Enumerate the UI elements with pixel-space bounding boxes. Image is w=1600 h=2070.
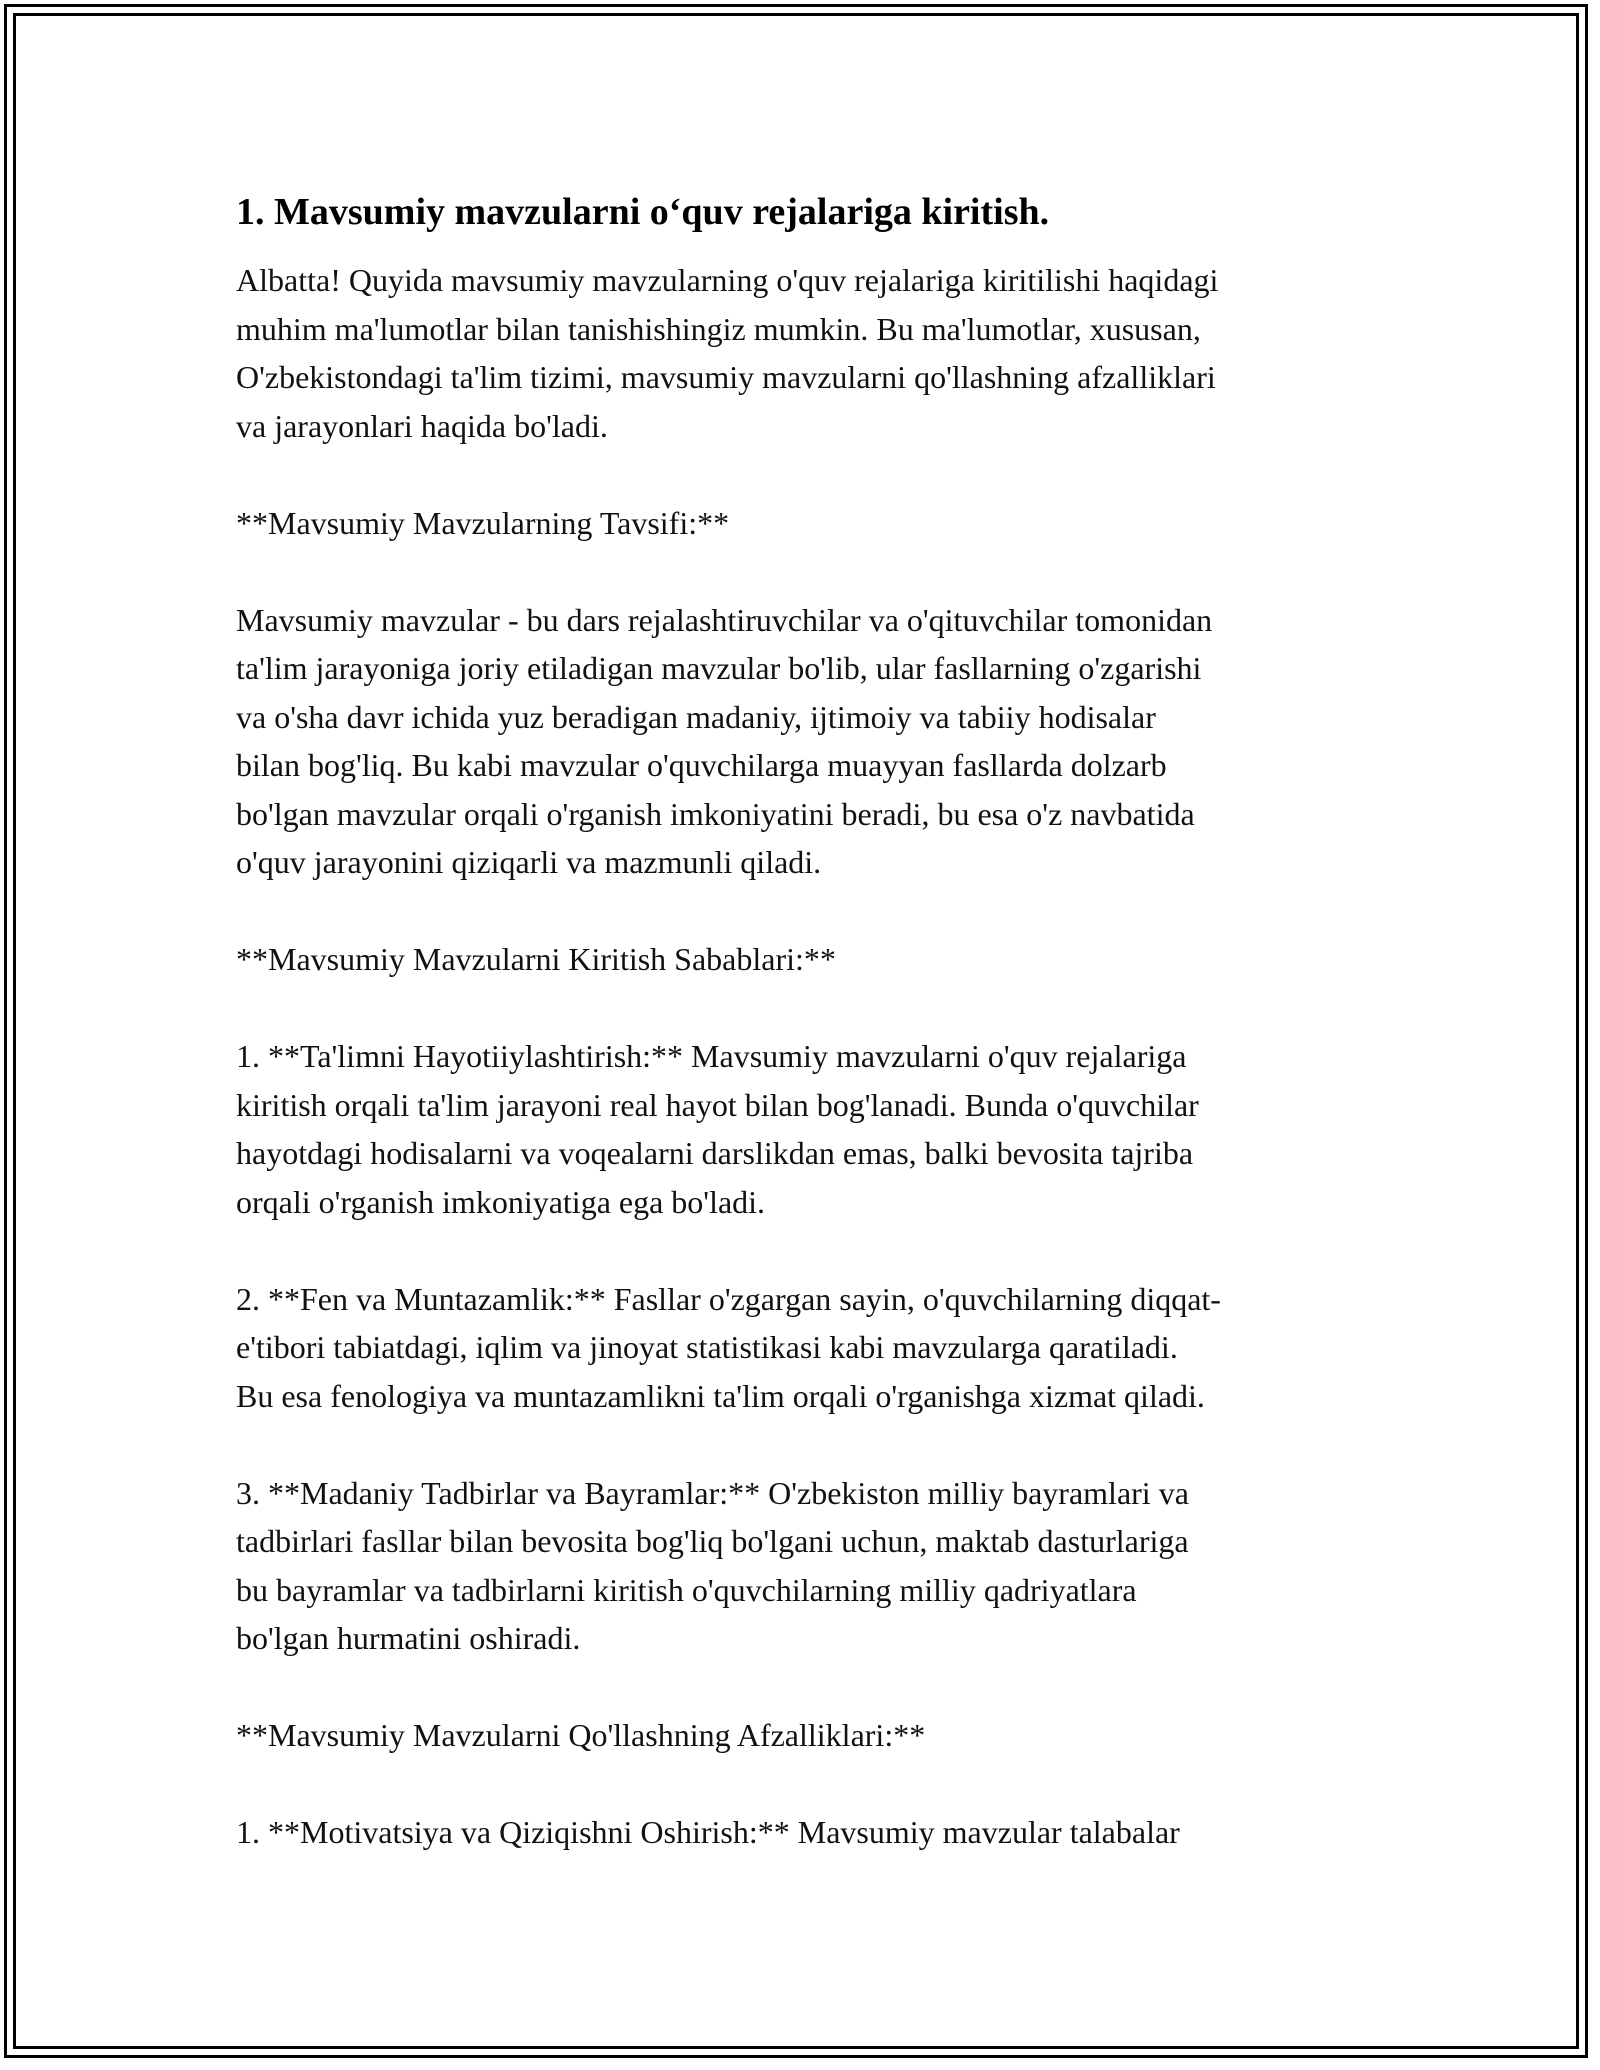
paragraph bbox=[236, 1032, 1376, 1226]
paragraph bbox=[236, 1469, 1376, 1663]
text-line: bo'lgan mavzular orqali o'rganish imkoniyatini beradi, bu esa o'z navbatida bbox=[236, 795, 1195, 832]
text-line: **Mavsumiy Mavzularni Kiritish Sabablari:** bbox=[236, 941, 836, 977]
text-line: 3. **Madaniy Tadbirlar va Bayramlar:** O'zbekiston milliy bayramlari va bbox=[236, 1474, 1189, 1511]
text-line: 1. **Motivatsiya va Qiziqishni Oshirish:** Mavsumiy mavzular talabalar bbox=[236, 1814, 1180, 1850]
document-body bbox=[236, 256, 1376, 1857]
paragraph bbox=[236, 256, 1376, 450]
text-line: bu bayramlar va tadbirlarni kiritish o'quvchilarning milliy qadriyatlara bbox=[236, 1571, 1137, 1608]
text-line: Bu esa fenologiya va muntazamlikni ta'lim orqali o'rganishga xizmat qiladi. bbox=[236, 1377, 1205, 1414]
text-line: Mavsumiy mavzular - bu dars rejalashtiruvchilar va o'qituvchilar tomonidan bbox=[236, 601, 1213, 638]
paragraph bbox=[236, 1808, 1376, 1857]
paragraph bbox=[236, 1275, 1376, 1421]
text-line: muhim ma'lumotlar bilan tanishishingiz mumkin. Bu ma'lumotlar, xususan, bbox=[236, 310, 1201, 347]
text-line: tadbirlari fasllar bilan bevosita bog'liq bo'lgani uchun, maktab dasturlariga bbox=[236, 1523, 1189, 1559]
text-line: ta'lim jarayoniga joriy etiladigan mavzular bo'lib, ular fasllarning o'zgarishi bbox=[236, 650, 1202, 686]
text-line: e'tibori tabiatdagi, iqlim va jinoyat statistikasi kabi mavzularga qaratiladi. bbox=[236, 1329, 1178, 1365]
document-page bbox=[236, 188, 1376, 1905]
document-title: 1. Mavsumiy mavzularni o‘quv rejalariga kiritish. bbox=[236, 191, 1050, 233]
text-line: **Mavsumiy Mavzularni Qo'llashning Afzalliklari:** bbox=[236, 1717, 926, 1753]
text-line: **Mavsumiy Mavzularning Tavsifi:** bbox=[236, 504, 730, 541]
text-line: Albatta! Quyida mavsumiy mavzularning o'quv rejalariga kiritilishi haqidagi bbox=[236, 262, 1219, 298]
text-line: bo'lgan hurmatini oshiradi. bbox=[236, 1620, 581, 1656]
paragraph bbox=[236, 935, 1376, 984]
text-line: va jarayonlari haqida bo'ladi. bbox=[236, 407, 608, 444]
text-line: bilan bog'liq. Bu kabi mavzular o'quvchilarga muayyan fasllarda dolzarb bbox=[236, 747, 1167, 783]
text-line: hayotdagi hodisalarni va voqealarni darslikdan emas, balki bevosita tajriba bbox=[236, 1135, 1194, 1171]
text-line: 1. **Ta'limni Hayotiiylashtirish:** Mavsumiy mavzularni o'quv rejalariga bbox=[236, 1038, 1187, 1074]
paragraph bbox=[236, 499, 1376, 548]
text-line: o'quv jarayonini qiziqarli va mazmunli qiladi. bbox=[236, 844, 822, 880]
text-line: va o'sha davr ichida yuz beradigan madaniy, ijtimoiy va tabiiy hodisalar bbox=[236, 698, 1156, 735]
text-line: kiritish orqali ta'lim jarayoni real hayot bilan bog'lanadi. Bunda o'quvchilar bbox=[236, 1086, 1199, 1123]
text-line: orqali o'rganish imkoniyatiga ega bo'ladi. bbox=[236, 1183, 766, 1220]
paragraph bbox=[236, 1711, 1376, 1760]
text-line: O'zbekistondagi ta'lim tizimi, mavsumiy mavzularni qo'llashning afzalliklari bbox=[236, 359, 1216, 395]
text-line: 2. **Fen va Muntazamlik:** Fasllar o'zgargan sayin, o'quvchilarning diqqat- bbox=[236, 1280, 1221, 1317]
paragraph bbox=[236, 596, 1376, 887]
